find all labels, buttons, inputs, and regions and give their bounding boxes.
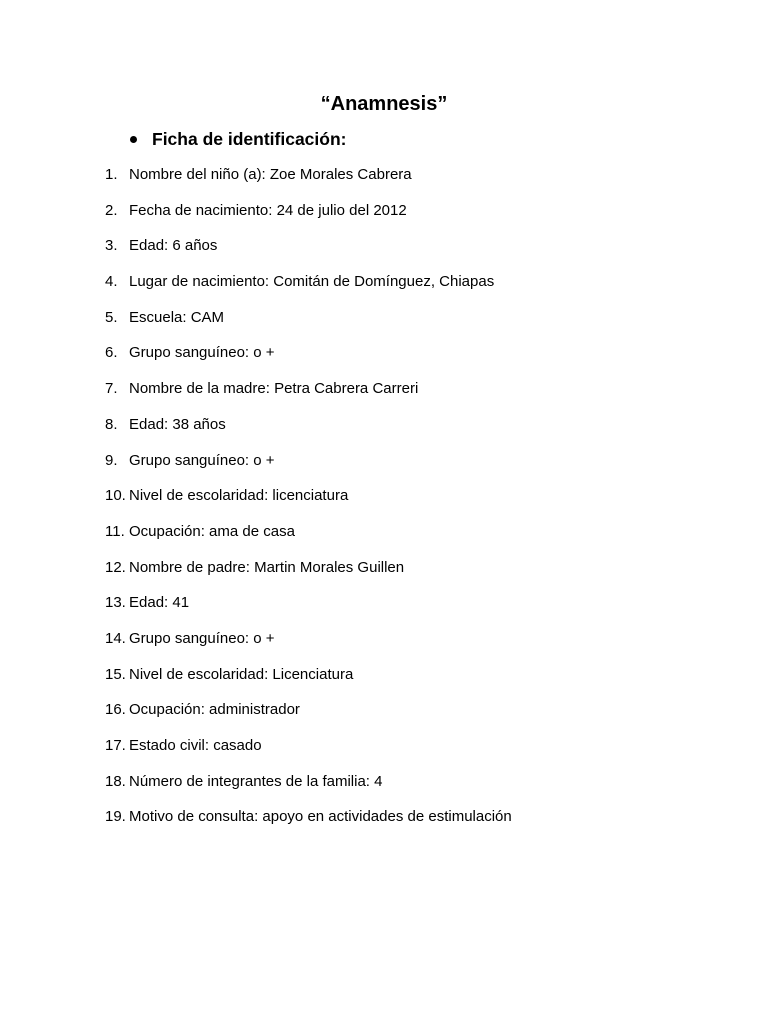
item-number: 12. [105,558,126,576]
item-number: 9. [105,451,118,469]
list-item [0,592,768,628]
item-text: Nivel de escolaridad: licenciatura [129,487,349,505]
item-number: 18. [105,772,126,790]
list-item [0,699,768,735]
item-text: Ocupación: ama de casa [129,522,295,540]
item-text: Nivel de escolaridad: Licenciatura [129,665,354,683]
list-item [0,414,768,450]
list-item [0,735,768,771]
item-number: 11. [105,522,125,540]
list-item [0,557,768,593]
item-number: 5. [105,308,118,326]
item-number: 13. [105,594,126,612]
item-number: 7. [105,380,118,398]
list-item [0,628,768,664]
section-heading-label: Ficha de identificación: [152,128,347,149]
item-text: Ocupación: administrador [129,701,300,719]
list-item [0,521,768,557]
item-number: 6. [105,344,118,362]
list-item [0,200,768,236]
list-item [0,806,768,842]
document-title: “Anamnesis” [320,93,448,115]
item-number: 19. [105,808,126,826]
item-number: 1. [105,166,118,183]
identification-list [0,164,768,842]
item-number: 17. [105,737,126,754]
list-item [0,485,768,521]
item-text: Nombre de padre: Martin Morales Guillen [129,558,405,576]
item-number: 4. [105,273,118,291]
item-text: Estado civil: casado [129,737,262,754]
item-text: Fecha de nacimiento: 24 de julio del 2012 [129,201,407,219]
item-number: 14. [105,629,126,647]
item-text: Edad: 38 años [129,415,226,433]
bullet-icon [130,136,137,143]
item-text: Escuela: CAM [129,308,225,326]
item-text: Grupo sanguíneo: o + [129,344,275,362]
item-text: Número de integrantes de la familia: 4 [129,772,383,790]
item-text: Motivo de consulta: apoyo en actividades de estimulación [129,808,512,826]
item-text: Edad: 41 [129,594,190,612]
item-text: Grupo sanguíneo: o + [129,451,275,469]
item-number: 15. [105,665,126,683]
list-item [0,164,768,200]
item-number: 2. [105,201,118,219]
list-item [0,271,768,307]
item-number: 8. [105,415,118,433]
item-text: Lugar de nacimiento: Comitán de Domínguez, Chiapas [129,273,495,291]
item-text: Nombre de la madre: Petra Cabrera Carreri [129,380,419,398]
item-number: 3. [105,237,118,255]
list-item [0,307,768,343]
list-item [0,378,768,414]
item-number: 16. [105,701,126,719]
list-item [0,235,768,271]
list-item [0,450,768,486]
list-item [0,664,768,700]
list-item [0,342,768,378]
item-text: Grupo sanguíneo: o + [129,629,275,647]
item-text: Edad: 6 años [129,237,218,255]
list-item [0,771,768,807]
item-number: 10. [105,487,126,505]
item-text: Nombre del niño (a): Zoe Morales Cabrera [129,166,412,183]
section-heading [126,127,346,151]
